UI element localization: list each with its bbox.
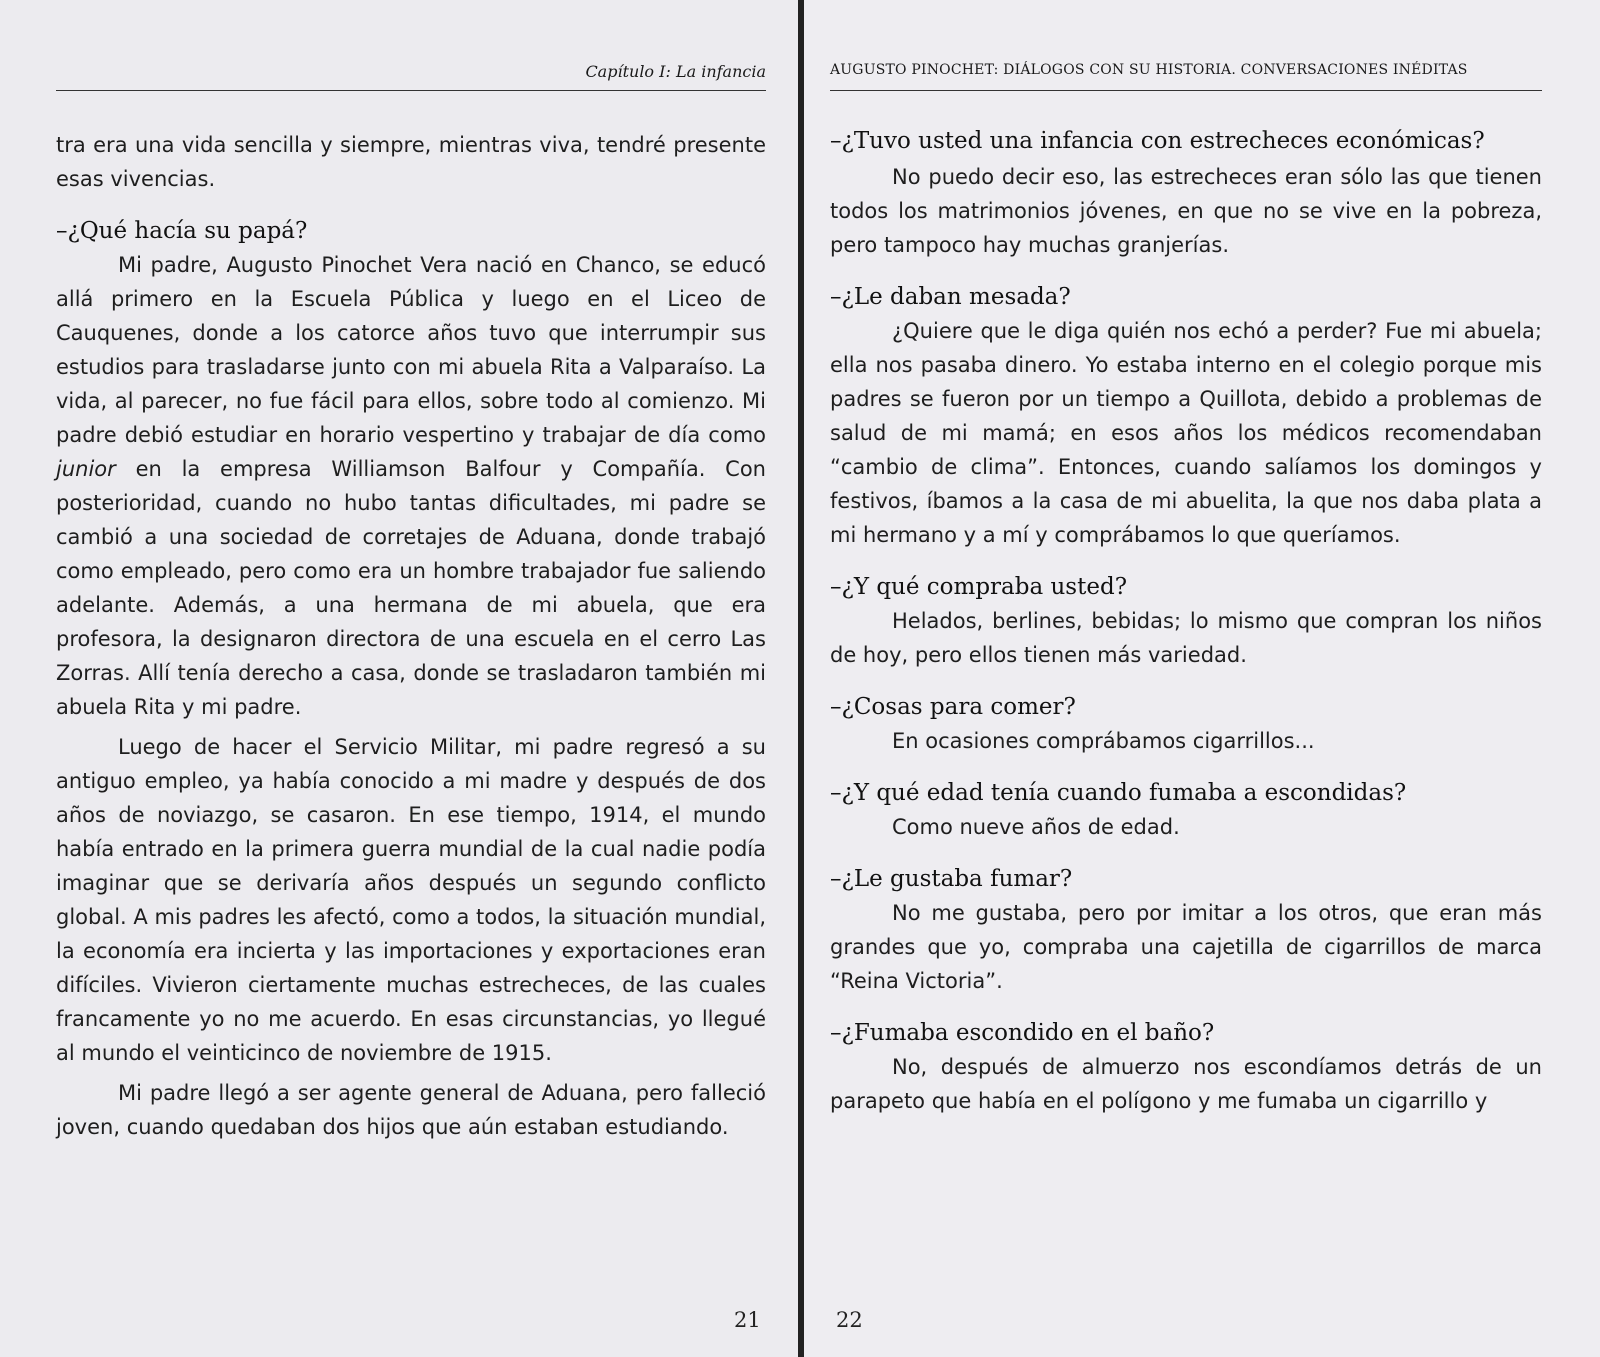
answer-paragraph: ¿Quiere que le diga quién nos echó a perder? Fue mi abuela; ella nos pasaba dinero. Yo estaba interno en el colegio porque mis padres se fueron por un tiempo a Quillota, debido a problemas de salud de mi mamá; en esos años los médicos recomendaban “cambio de clima”. Entonces, cuando salíamos los domingos y festivos, íbamos a la casa de mi abuelita, la que nos daba plata a mi hermano y a mí y comprábamos lo que queríamos. (830, 319, 1542, 547)
answer-paragraph: No, después de almuerzo nos escondíamos detrás de un parapeto que había en el polígono y me fumaba un cigarrillo y (830, 1055, 1542, 1113)
italic-word: junior (56, 457, 116, 481)
paragraph: Mi padre llegó a ser agente general de Aduana, pero falleció joven, cuando quedaban dos hijos que aún estaban estudiando. (56, 1081, 766, 1139)
page-number: 21 (734, 1308, 761, 1332)
question-heading: –¿Y qué compraba usted? (830, 574, 1128, 600)
page-body (56, 128, 766, 1144)
answer-paragraph: No puedo decir eso, las estrecheces eran sólo las que tienen todos los matrimonios jóvenes, en que no se vive en la pobreza, pero tampoco hay muchas granjerías. (830, 165, 1542, 257)
right-page (804, 0, 1600, 1357)
paragraph-text: en la empresa Williamson Balfour y Compañía. Con posterioridad, cuando no hubo tantas dificultades, mi padre se cambió a una sociedad de corretajes de Aduana, donde trabajó como empleado, pero como era un hombre trabajador fue saliendo adelante. Además, a una hermana de mi abuela, que era profesora, la designaron directora de una escuela en el cerro Las Zorras. Allí tenía derecho a casa, donde se trasladaron también mi abuela Rita y mi padre. (56, 457, 766, 719)
answer-paragraph: Helados, berlines, bebidas; lo mismo que compran los niños de hoy, pero ellos tienen más variedad. (830, 609, 1542, 667)
answer-paragraph: Como nueve años de edad. (892, 815, 1180, 839)
answer-paragraph: En ocasiones comprábamos cigarrillos... (892, 729, 1315, 753)
question-heading: –¿Le gustaba fumar? (830, 866, 1073, 892)
paragraph-text: Mi padre, Augusto Pinochet Vera nació en Chanco, se educó allá primero en la Escuela Pública y luego en el Liceo de Cauquenes, donde a los catorce años tuvo que interrumpir sus estudios para trasladarse junto con mi abuela Rita a Valparaíso. La vida, al parecer, no fue fácil para ellos, sobre todo al comienzo. Mi padre debió estudiar en horario vespertino y trabajar de día como (56, 253, 766, 447)
running-header: AUGUSTO PINOCHET: DIÁLOGOS CON SU HISTORIA. CONVERSACIONES INÉDITAS (830, 62, 1542, 91)
page-number: 22 (836, 1308, 863, 1332)
question-heading: –¿Tuvo usted una infancia con estrecheces económicas? (830, 128, 1485, 154)
question-heading: –¿Le daban mesada? (830, 284, 1071, 310)
paragraph: tra era una vida sencilla y siempre, mientras viva, tendré presente esas vivencias. (56, 133, 766, 191)
question-heading: –¿Y qué edad tenía cuando fumaba a escondidas? (830, 780, 1407, 806)
running-header: Capítulo I: La infancia (56, 62, 766, 91)
page-body (830, 124, 1542, 1118)
question-heading: –¿Cosas para comer? (830, 694, 1076, 720)
answer-paragraph: No me gustaba, pero por imitar a los otros, que eran más grandes que yo, compraba una cajetilla de cigarrillos de marca “Reina Victoria”. (830, 901, 1542, 993)
question-heading: –¿Qué hacía su papá? (56, 218, 308, 244)
paragraph (56, 248, 766, 724)
paragraph: Luego de hacer el Servicio Militar, mi padre regresó a su antiguo empleo, ya había conocido a mi madre y después de dos años de noviazgo, se casaron. En ese tiempo, 1914, el mundo había entrado en la primera guerra mundial de la cual nadie podía imaginar que se derivaría años después un segundo conflicto global. A mis padres les afectó, como a todos, la situación mundial, la economía era incierta y las importaciones y exportaciones eran difíciles. Vivieron ciertamente muchas estrecheces, de las cuales francamente yo no me acuerdo. En esas circunstancias, yo llegué al mundo el veinticinco de noviembre de 1915. (56, 735, 766, 1065)
question-heading: –¿Fumaba escondido en el baño? (830, 1020, 1215, 1046)
